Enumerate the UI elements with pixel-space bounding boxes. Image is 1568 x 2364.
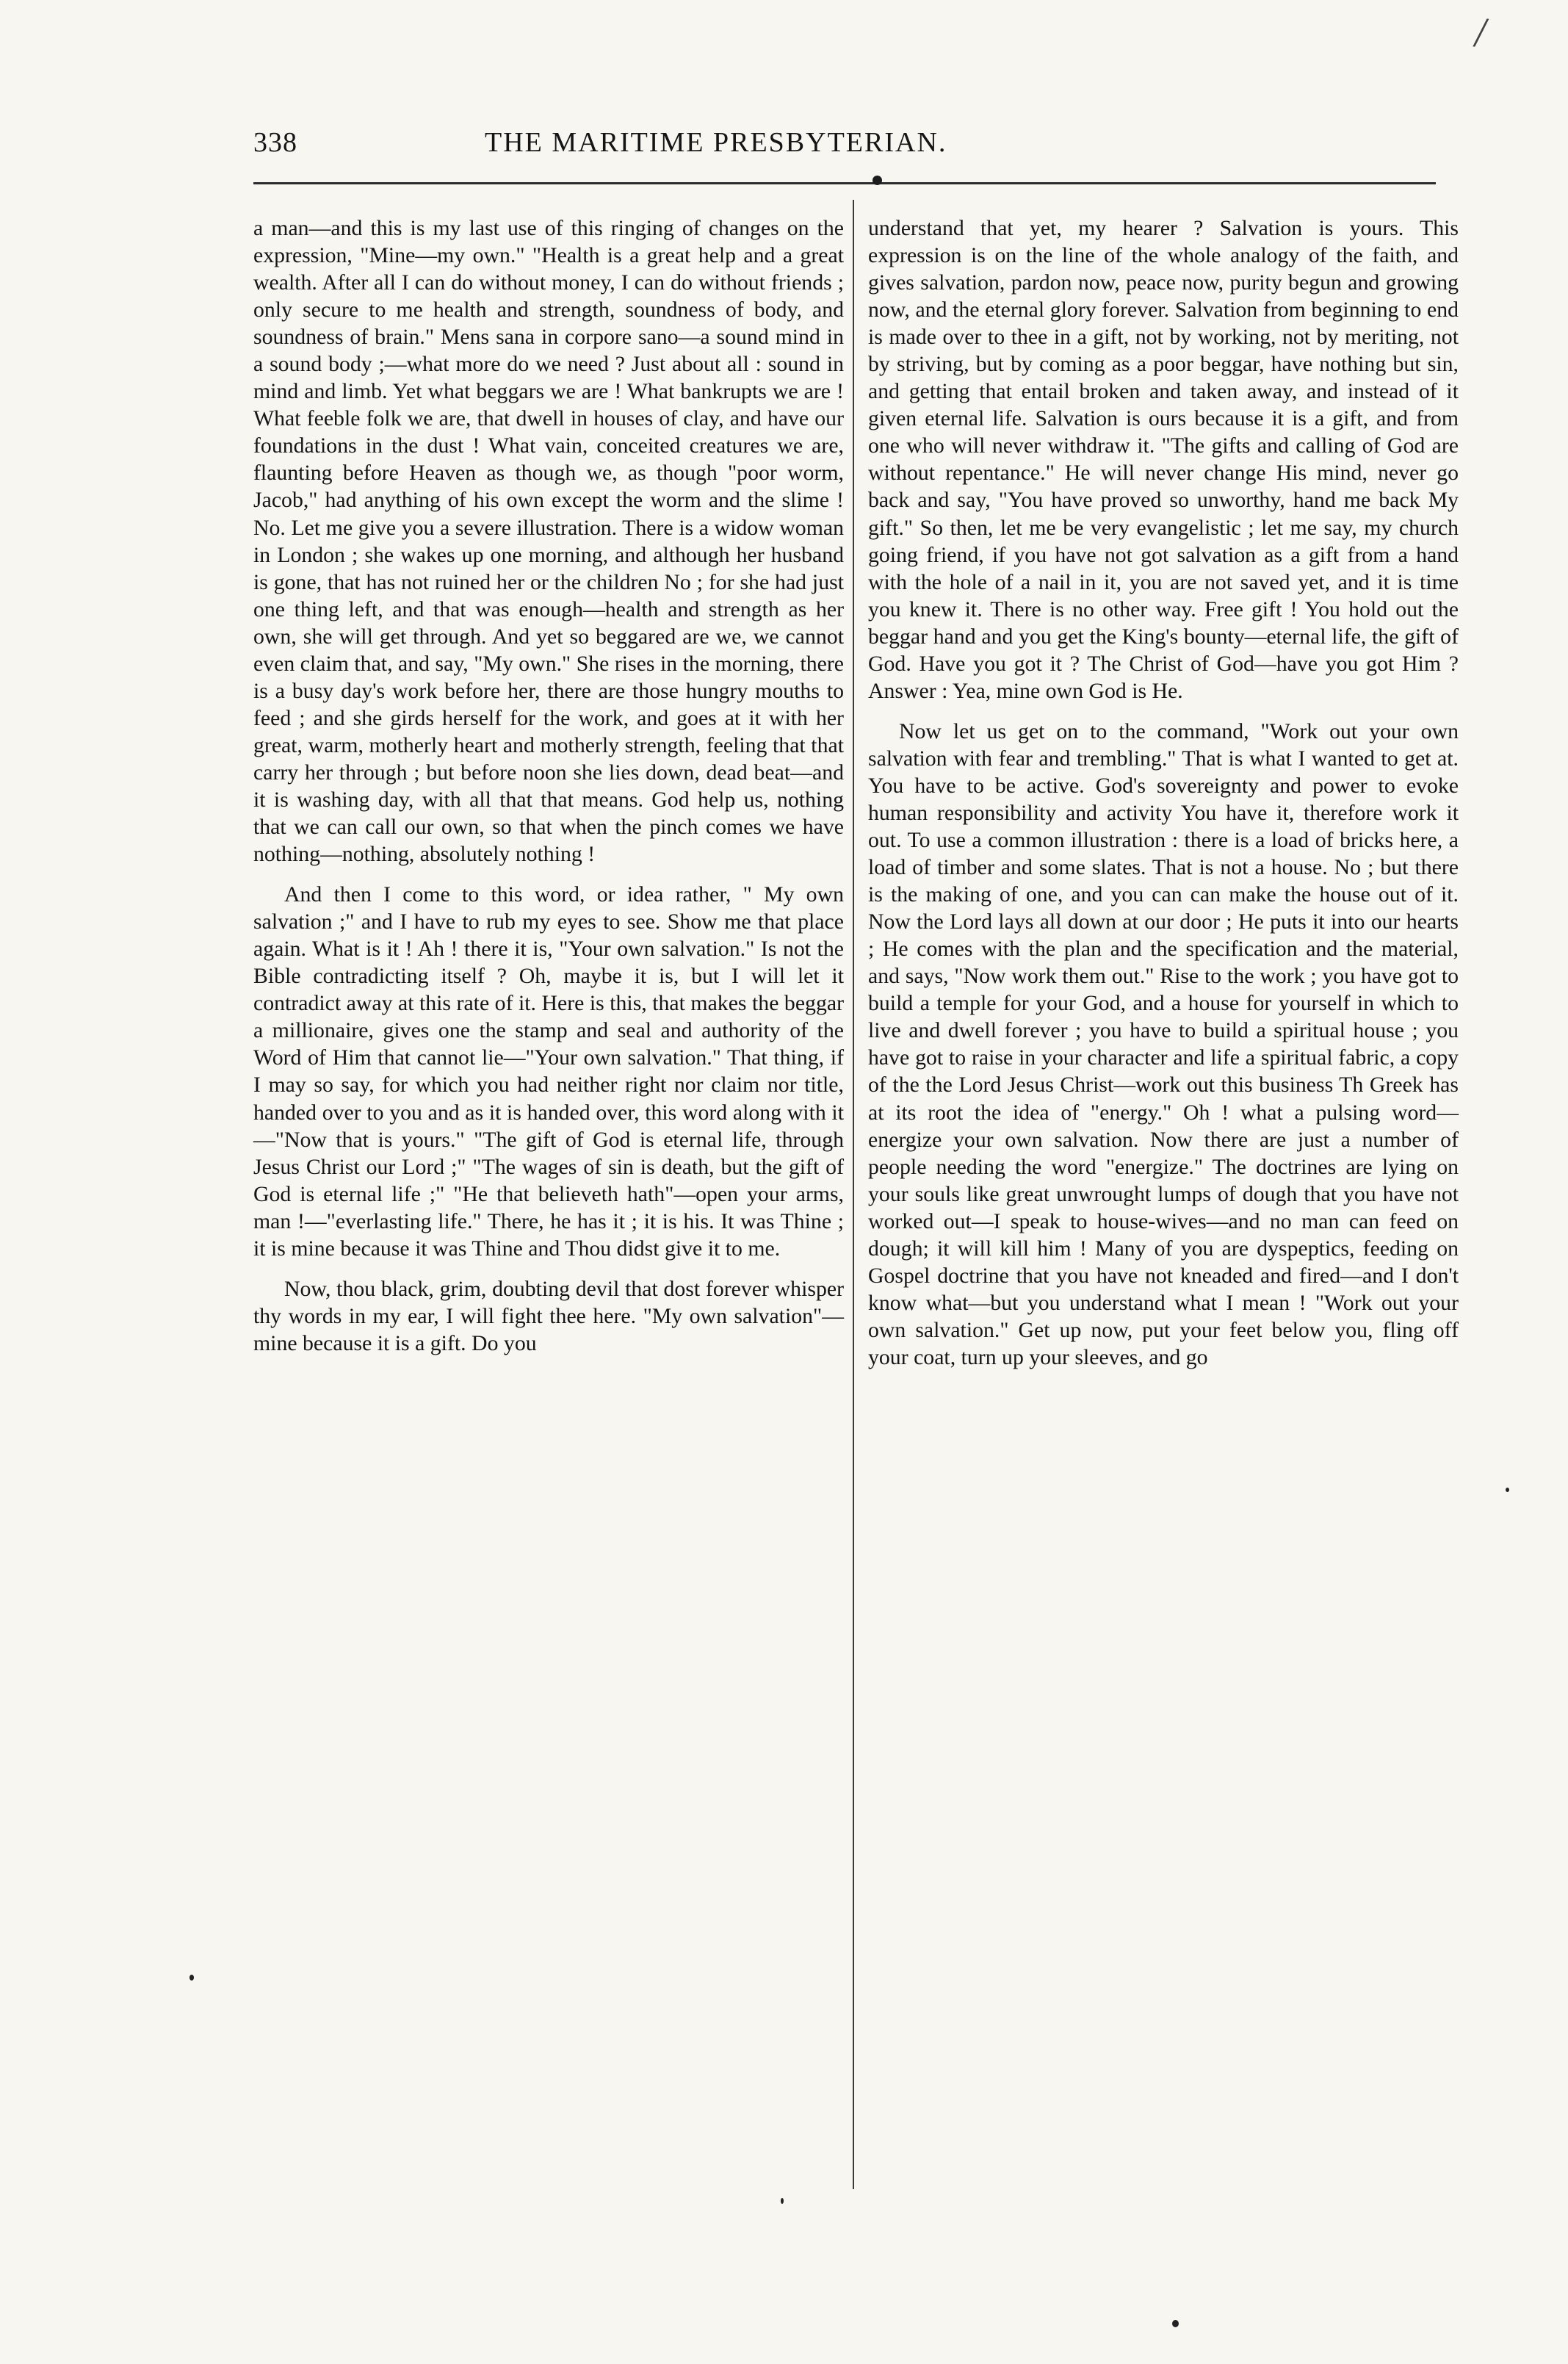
- paragraph: Now, thou black, grim, doubting devil that dost forever whisper thy words in my ear, I will fight thee here. "My own salvation"—mine because it is a gift. Do you: [253, 1276, 844, 1355]
- paragraph: understand that yet, my hearer ? Salvation is yours. This expression is on the line of the whole analogy of the faith, and gives salvation, pardon now, peace now, purity begun and growing now, and the eternal glory forever. Salvation from beginning to end is made over to thee in a gift, not by working, not by meriting, not by striving, but by coming as a poor beggar, have nothing but sin, and getting that entail broken and taken away, and instead of it given eternal life. Salvation is ours because it is a gift, and from one who will never withdraw it. "The gifts and calling of God are without repentance." He will never change His mind, never go back and say, "You have proved so unworthy, hand me back My gift." So then, let me be very evangelistic ; let me say, my church going friend, if you have not got salvation as a gift from a hand with the hole of a nail in it, you are not saved yet, and it is time you knew it. There is no other way. Free gift ! You hold out the beggar hand and you get the King's bounty—eternal life, the gift of God. Have you got it ? The Christ of God—have you got Him ? Answer : Yea, mine own God is He.: [868, 216, 1459, 703]
- ink-speck: [781, 2198, 784, 2204]
- right-column: [868, 215, 1459, 1371]
- margin-pencil-mark: /: [1471, 7, 1491, 57]
- paragraph: Now let us get on to the command, "Work out your own salvation with fear and trembling." That is what I wanted to get at. You have to be active. God's sovereignty and power to evoke human responsibility and activity You have it, therefore work it out. To use a common illustration : there is a load of bricks here, a load of timber and some slates. That is not a house. No ; but there is the making of one, and you can can make the house out of it. Now the Lord lays all down at our door ; He puts it into our hearts ; He comes with the plan and the specification and the material, and says, "Now work them out." Rise to the work ; you have got to build a temple for your God, and a house for yourself in which to live and dwell forever ; you have to build a spiritual house ; you have got to raise in your character and life a spiritual fabric, a copy of the the Lord Jesus Christ—work out this business Th Greek has at its root the idea of "energy." Oh ! what a pulsing word—energize your own salvation. Now there are just a number of people needing the word "energize." The doctrines are lying on your souls like great unwrought lumps of dough that you have not worked out—I speak to house-wives—and no man can feed on dough; it will kill him ! Many of you are dyspeptics, feeding on Gospel doctrine that you have not kneaded and fired—and I don't know what—but you understand what I mean ! "Work out your own salvation." Get up now, put your feet below you, fling off your coat, turn up your sleeves, and go: [868, 718, 1459, 1369]
- ink-speck: [1506, 1488, 1509, 1492]
- paragraph: And then I come to this word, or idea rather, " My own salvation ;" and I have to rub my eyes to see. Show me that place again. What is it ! Ah ! there it is, "Your own salvation." Is not the Bible contradicting itself ? Oh, maybe it is, but I will let it contradict away at this rate of it. Here is this, that makes the beggar a millionaire, gives one the stamp and seal and authority of the Word of Him that cannot lie—"Your own salvation." That thing, if I may so say, for which you had neither right nor claim nor title, handed over to you and as it is handed over, this word along with it—"Now that is yours." "The gift of God is eternal life, through Jesus Christ our Lord ;" "The wages of sin is death, but the gift of God is eternal life ;" "He that believeth hath"—open your arms, man !—"everlasting life." There, he has it ; it is his. It was Thine ; it is mine because it was Thine and Thou didst give it to me.: [253, 882, 844, 1261]
- left-column: [253, 215, 844, 1357]
- ink-speck: [1172, 2320, 1179, 2327]
- header-rule-ornament: [872, 176, 882, 185]
- paragraph: a man—and this is my last use of this ringing of changes on the expression, "Mine—my own." "Health is a great help and a great wealth. After all I can do without money, I can do without friends ; only secure to me health and strength, soundness of body, and soundness of brain." Mens sana in corpore sano—a sound mind in a sound body ;—what more do we need ? Just about all : sound in mind and limb. Yet what beggars we are ! What bankrupts we are ! What feeble folk we are, that dwell in houses of clay, and have our foundations in the dust ! What vain, conceited creatures we are, flaunting before Heaven as though we, as though "poor worm, Jacob," had anything of his own except the worm and the slime ! No. Let me give you a severe illustration. There is a widow woman in London ; she wakes up one morning, and although her husband is gone, that has not ruined her or the children No ; for she had just one thing left, and that was enough—health and strength as her own, she will get through. And yet so beggared are we, we cannot even claim that, and say, "My own." She rises in the morning, there is a busy day's work before her, there are those hungry mouths to feed ; and she girds herself for the work, and goes at it with her great, warm, motherly heart and motherly strength, feeling that that carry her through ; but before noon she lies down, dead beat—and it is washing day, with all that that means. God help us, nothing that we can call our own, so that when the pinch comes we have nothing—nothing, absolutely nothing !: [253, 216, 844, 867]
- column-divider: [853, 200, 854, 2189]
- header-rule: [253, 182, 1436, 184]
- page-title: THE MARITIME PRESBYTERIAN.: [485, 127, 947, 158]
- page-number: 338: [253, 127, 297, 158]
- ink-speck: [189, 1975, 194, 1981]
